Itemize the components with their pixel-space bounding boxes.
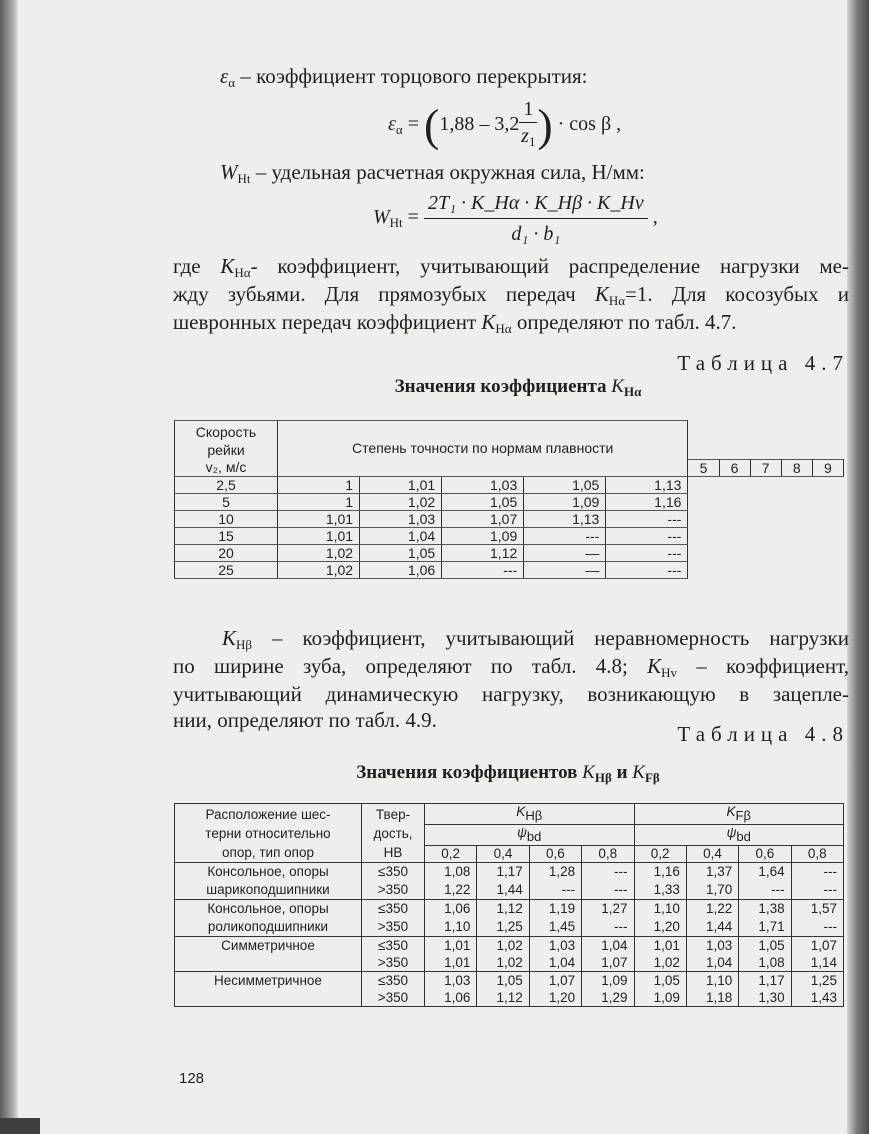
coefficient-cell: 1,33 [634, 881, 686, 900]
coefficient-cell: 1,44 [477, 881, 529, 900]
table-cell: 25 [175, 561, 278, 578]
table-row [175, 863, 844, 882]
coefficient-cell: --- [582, 881, 634, 900]
table-cell: 1,03 [360, 510, 442, 527]
coefficient-cell: 1,45 [529, 918, 581, 937]
support-type-line: Несимметричное [214, 973, 322, 988]
coefficient-cell: 1,06 [425, 989, 477, 1007]
coefficient-cell: 1,19 [529, 900, 581, 919]
table-4-7-title: Значения коэффициента $K_{H\alpha}$ [394, 376, 642, 399]
header-kfbeta: $K_{F\beta}$ [634, 804, 844, 825]
hardness-cell: >350 [362, 881, 425, 900]
table-4-8-title: Значения коэффициентов $K_{H\beta}$ и $K_{F\beta}$ [356, 762, 660, 785]
coefficient-cell: 1,04 [582, 937, 634, 955]
table-cell: --- [524, 527, 606, 544]
col-header: 6 [719, 459, 750, 476]
table-cell: 1,02 [278, 561, 360, 578]
coefficient-cell: --- [791, 863, 843, 882]
table-cell: 2,5 [175, 476, 278, 493]
support-type [175, 972, 362, 1007]
header-accuracy: Степень точности по нормам плавности [278, 421, 688, 477]
table-cell: 1,05 [442, 493, 524, 510]
coefficient-cell: 1,01 [425, 954, 477, 972]
table-cell: 1,05 [524, 476, 606, 493]
table-cell: --- [442, 561, 524, 578]
coefficient-cell: 1,43 [791, 989, 843, 1007]
coefficient-cell: 1,22 [425, 881, 477, 900]
hardness-cell: ≤350 [362, 900, 425, 919]
header-hardness: Твер- дость, НВ [362, 804, 425, 863]
col-header: 0,2 [634, 846, 686, 863]
table-cell: 1,13 [606, 476, 688, 493]
coefficient-cell: 1,06 [425, 900, 477, 919]
table-cell: 1,16 [606, 493, 688, 510]
col-header: 0,2 [425, 846, 477, 863]
khbeta-paragraph-line4: нии, определяют по табл. 4.9. [173, 708, 437, 732]
coefficient-cell: 1,20 [529, 989, 581, 1007]
w-formula: $W_{Ht}$ = $\frac{\text{2T₁ · K\_Hα · K\_Hβ · K\_Hv}}{\text{d₁ · b₁}}$ , [373, 191, 658, 245]
table-cell: 1,03 [442, 476, 524, 493]
hardness-cell: ≤350 [362, 863, 425, 882]
table-row [175, 510, 844, 527]
col-header: 7 [750, 459, 781, 476]
table-4-7 [174, 420, 844, 579]
col-header: 0,4 [477, 846, 529, 863]
table-cell: 1,09 [524, 493, 606, 510]
coefficient-cell: 1,03 [425, 972, 477, 990]
coefficient-cell: 1,04 [686, 954, 738, 972]
coefficient-cell: 1,25 [477, 918, 529, 937]
hardness-cell: >350 [362, 954, 425, 972]
coefficient-cell: --- [582, 918, 634, 937]
coefficient-cell: 1,02 [477, 937, 529, 955]
table-cell: 5 [175, 493, 278, 510]
coefficient-cell: 1,10 [425, 918, 477, 937]
coefficient-cell: 1,01 [634, 937, 686, 955]
table-cell: --- [606, 527, 688, 544]
coefficient-cell: 1,28 [529, 863, 581, 882]
col-header: 0,6 [529, 846, 581, 863]
header-khbeta: $K_{H\beta}$ [425, 804, 635, 825]
table-cell: --- [606, 510, 688, 527]
col-header: 0,8 [582, 846, 634, 863]
col-header: 9 [812, 459, 843, 476]
coefficient-cell: 1,03 [686, 937, 738, 955]
coefficient-cell: 1,05 [477, 972, 529, 990]
coefficient-cell: 1,01 [425, 937, 477, 955]
support-type-line: роликоподшипники [207, 919, 329, 934]
coefficient-cell: 1,12 [477, 989, 529, 1007]
coefficient-cell: 1,09 [582, 972, 634, 990]
coefficient-cell: 1,07 [791, 937, 843, 955]
header-psi: $\psi_{bd}$ [425, 825, 635, 846]
coefficient-cell: 1,38 [739, 900, 791, 919]
table-cell: 1,05 [360, 544, 442, 561]
table-row [175, 900, 844, 919]
coefficient-cell: 1,37 [686, 863, 738, 882]
table-cell: 1,01 [360, 476, 442, 493]
support-type [175, 900, 362, 937]
coefficient-cell: 1,29 [582, 989, 634, 1007]
page-edge-left [0, 0, 18, 1134]
table-cell: --- [606, 544, 688, 561]
coefficient-cell: 1,18 [686, 989, 738, 1007]
hardness-cell: ≤350 [362, 937, 425, 955]
support-type [175, 863, 362, 900]
table-cell: 1,04 [360, 527, 442, 544]
coefficient-cell: --- [529, 881, 581, 900]
coefficient-cell: 1,10 [686, 972, 738, 990]
col-header: 0,8 [791, 846, 843, 863]
table-cell: 10 [175, 510, 278, 527]
support-type-line: Консольное, опоры [207, 901, 329, 916]
coefficient-cell: 1,10 [634, 900, 686, 919]
coefficient-cell: 1,08 [425, 863, 477, 882]
table-cell: 1 [278, 493, 360, 510]
table-row [175, 561, 844, 578]
coefficient-cell: --- [791, 881, 843, 900]
epsilon-formula: $\varepsilon_\alpha = (1,88 - 3,2$ $\frac{1}{z_1}$ ) · cos β , [388, 97, 622, 151]
header-position: Расположение шес- терни относительно опор, тип опор [175, 804, 362, 863]
col-header: 0,4 [686, 846, 738, 863]
table-cell: 1,06 [360, 561, 442, 578]
table-cell: 20 [175, 544, 278, 561]
coefficient-cell: 1,03 [529, 937, 581, 955]
table-4-7-label: Таблица 4.7 [677, 351, 849, 375]
coefficient-cell: 1,08 [739, 954, 791, 972]
coefficient-cell: 1,09 [634, 989, 686, 1007]
hardness-cell: >350 [362, 989, 425, 1007]
header-speed: Скорость рейки [175, 421, 278, 460]
book-page [18, 0, 847, 1134]
table-cell: 1,07 [442, 510, 524, 527]
khbeta-paragraph-line2: по ширине зуба, определяют по табл. 4.8; $K_{Hv}$ – коэффициент, [173, 654, 849, 680]
table-cell: 1,09 [442, 527, 524, 544]
table-4-8 [174, 803, 844, 1007]
header-speed-unit: v₂, м/с [175, 459, 278, 476]
coefficient-cell: --- [739, 881, 791, 900]
header-psi: $\psi_{bd}$ [634, 825, 844, 846]
coefficient-cell: 1,30 [739, 989, 791, 1007]
table-row [175, 493, 844, 510]
table-4-8-body [175, 863, 844, 1007]
coefficient-cell: 1,16 [634, 863, 686, 882]
hardness-cell: >350 [362, 918, 425, 937]
coefficient-cell: 1,57 [791, 900, 843, 919]
table-row [175, 937, 844, 955]
coefficient-cell: 1,14 [791, 954, 843, 972]
khalpha-paragraph-line2: жду зубьями. Для прямозубых передач $K_{H\alpha}=1$. Для косозубых и [173, 282, 849, 308]
khbeta-paragraph-line1: $K_{H\beta}$ – коэффициент, учитывающий неравномерность нагрузки [222, 626, 849, 652]
support-type [175, 937, 362, 972]
coefficient-cell: 1,70 [686, 881, 738, 900]
coefficient-cell: 1,17 [477, 863, 529, 882]
coefficient-cell: 1,44 [686, 918, 738, 937]
page-edge-right [847, 0, 869, 1134]
table-cell: --- [606, 561, 688, 578]
page-number: 128 [179, 1070, 205, 1087]
table-row [175, 544, 844, 561]
coefficient-cell: 1,22 [686, 900, 738, 919]
support-type-line: шарикоподшипники [206, 882, 330, 897]
coefficient-cell: --- [582, 863, 634, 882]
table-cell: — [524, 561, 606, 578]
table-cell: 1 [278, 476, 360, 493]
coefficient-cell: 1,07 [529, 972, 581, 990]
coefficient-cell: 1,20 [634, 918, 686, 937]
support-type-line: Симметричное [221, 938, 315, 953]
hardness-cell: ≤350 [362, 972, 425, 990]
khalpha-paragraph-line1: где $K_{H\alpha}-$ коэффициент, учитывающий распределение нагрузки ме- [173, 254, 849, 280]
coefficient-cell: 1,04 [529, 954, 581, 972]
epsilon-definition: $\varepsilon_\alpha$ – коэффициент торцового перекрытия: [220, 64, 588, 90]
khbeta-paragraph-line3: учитывающий динамическую нагрузку, возникающую в зацепле- [173, 682, 849, 706]
table-cell: 1,01 [278, 527, 360, 544]
col-header: 5 [688, 459, 719, 476]
table-4-8-label: Таблица 4.8 [677, 722, 849, 746]
table-cell: 15 [175, 527, 278, 544]
coefficient-cell: 1,17 [739, 972, 791, 990]
table-row [175, 527, 844, 544]
table-cell: 1,01 [278, 510, 360, 527]
coefficient-cell: 1,05 [739, 937, 791, 955]
table-cell: — [524, 544, 606, 561]
coefficient-cell: 1,27 [582, 900, 634, 919]
coefficient-cell: 1,05 [634, 972, 686, 990]
table-row [175, 476, 844, 493]
table-cell: 1,02 [278, 544, 360, 561]
w-definition: $W_{Ht}$ – удельная расчетная окружная сила, Н/мм: [220, 160, 645, 186]
coefficient-cell: 1,71 [739, 918, 791, 937]
coefficient-cell: 1,02 [477, 954, 529, 972]
table-cell: 1,12 [442, 544, 524, 561]
khalpha-paragraph-line3: шевронных передач коэффициент $K_{H\alpha}$ определяют по табл. 4.7. [173, 310, 737, 336]
table-cell: 1,13 [524, 510, 606, 527]
support-type-line: Консольное, опоры [207, 864, 329, 879]
col-header: 8 [781, 459, 812, 476]
coefficient-cell: 1,02 [634, 954, 686, 972]
coefficient-cell: 1,25 [791, 972, 843, 990]
coefficient-cell: 1,12 [477, 900, 529, 919]
coefficient-cell: 1,64 [739, 863, 791, 882]
coefficient-cell: --- [791, 918, 843, 937]
table-row [175, 972, 844, 990]
coefficient-cell: 1,07 [582, 954, 634, 972]
table-cell: 1,02 [360, 493, 442, 510]
col-header: 0,6 [739, 846, 791, 863]
